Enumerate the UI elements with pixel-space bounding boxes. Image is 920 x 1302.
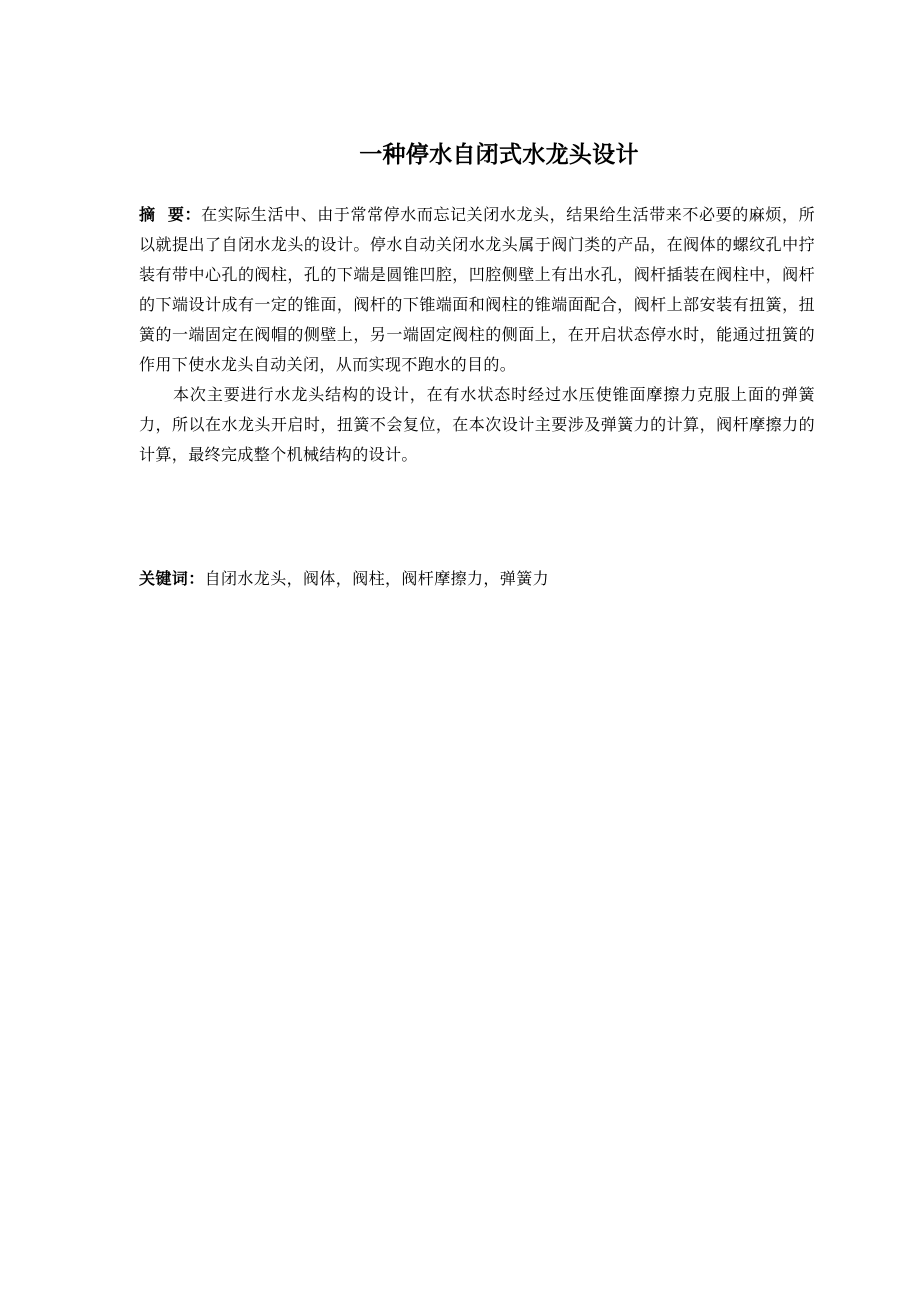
keywords-text: 自闭水龙头，阀体，阀柱，阀杆摩擦力，弹簧力: [204, 569, 550, 588]
abstract-section: [139, 200, 815, 470]
abstract-paragraph-1: [139, 200, 815, 380]
abstract-label: 摘 要：: [139, 205, 202, 224]
abstract-paragraph-2: 本次主要进行水龙头结构的设计，在有水状态时经过水压使锥面摩擦力克服上面的弹簧力，所以在水龙头开启时，扭簧不会复位，在本次设计主要涉及弹簧力的计算，阀杆摩擦力的计算，最终完成整个机械结构的设计。: [139, 385, 815, 464]
keywords-line: [139, 564, 815, 594]
keywords-label: 关键词：: [139, 569, 205, 588]
abstract-text-1: 在实际生活中、由于常常停水而忘记关闭水龙头，结果给生活带来不必要的麻烦，所以就提出了自闭水龙头的设计。停水自动关闭水龙头属于阀门类的产品，在阀体的螺纹孔中拧装有带中心孔的阀柱，孔的下端是圆锥凹腔，凹腔侧壁上有出水孔，阀杆插装在阀柱中，阀杆的下端设计成有一定的锥面，阀杆的下锥端面和阀柱的锥端面配合，阀杆上部安装有扭簧，扭簧的一端固定在阀帽的侧壁上，另一端固定阀柱的侧面上，在开启状态停水时，能通过扭簧的作用下使水龙头自动关闭，从而实现不跑水的目的。: [139, 205, 815, 374]
document-title: 一种停水自闭式水龙头设计: [359, 142, 639, 168]
